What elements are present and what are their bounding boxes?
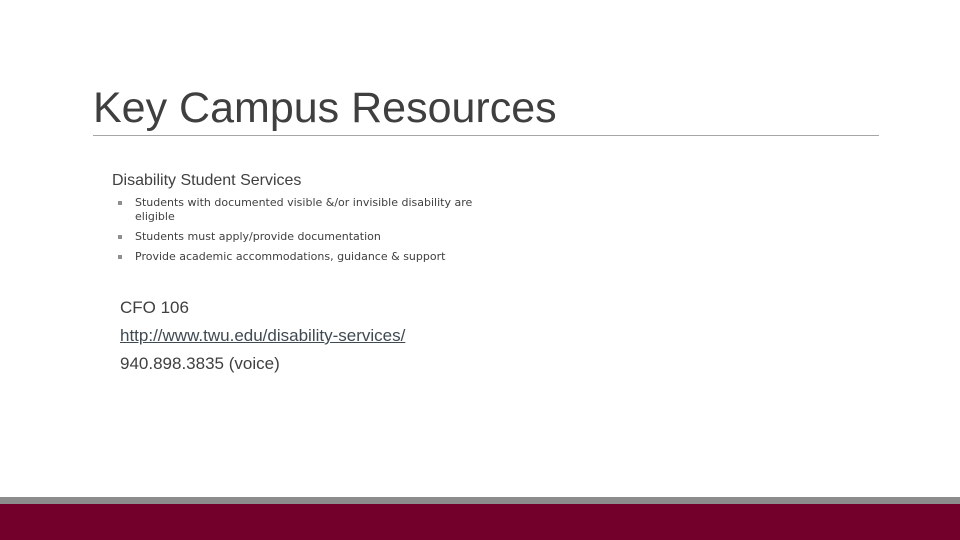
bullet-list [118, 196, 478, 270]
office-location: CFO 106 [120, 298, 189, 317]
square-bullet-icon [118, 255, 122, 259]
title-divider [93, 135, 879, 136]
square-bullet-icon [118, 201, 122, 205]
bullet-item [118, 250, 478, 264]
bullet-item [118, 230, 478, 244]
bullet-item [118, 196, 478, 224]
footer-stripe [0, 497, 960, 504]
bullet-text: Students must apply/provide documentation [135, 230, 381, 243]
phone-number: 940.898.3835 (voice) [120, 354, 280, 373]
bullet-text: Students with documented visible &/or invisible disability are eligible [135, 196, 473, 223]
square-bullet-icon [118, 235, 122, 239]
website-link[interactable]: http://www.twu.edu/disability-services/ [120, 326, 406, 345]
section-heading: Disability Student Services [112, 172, 302, 189]
slide-title: Key Campus Resources [93, 84, 557, 132]
footer-band [0, 504, 960, 540]
contact-block [120, 294, 405, 378]
bullet-text: Provide academic accommodations, guidance & support [135, 250, 446, 263]
